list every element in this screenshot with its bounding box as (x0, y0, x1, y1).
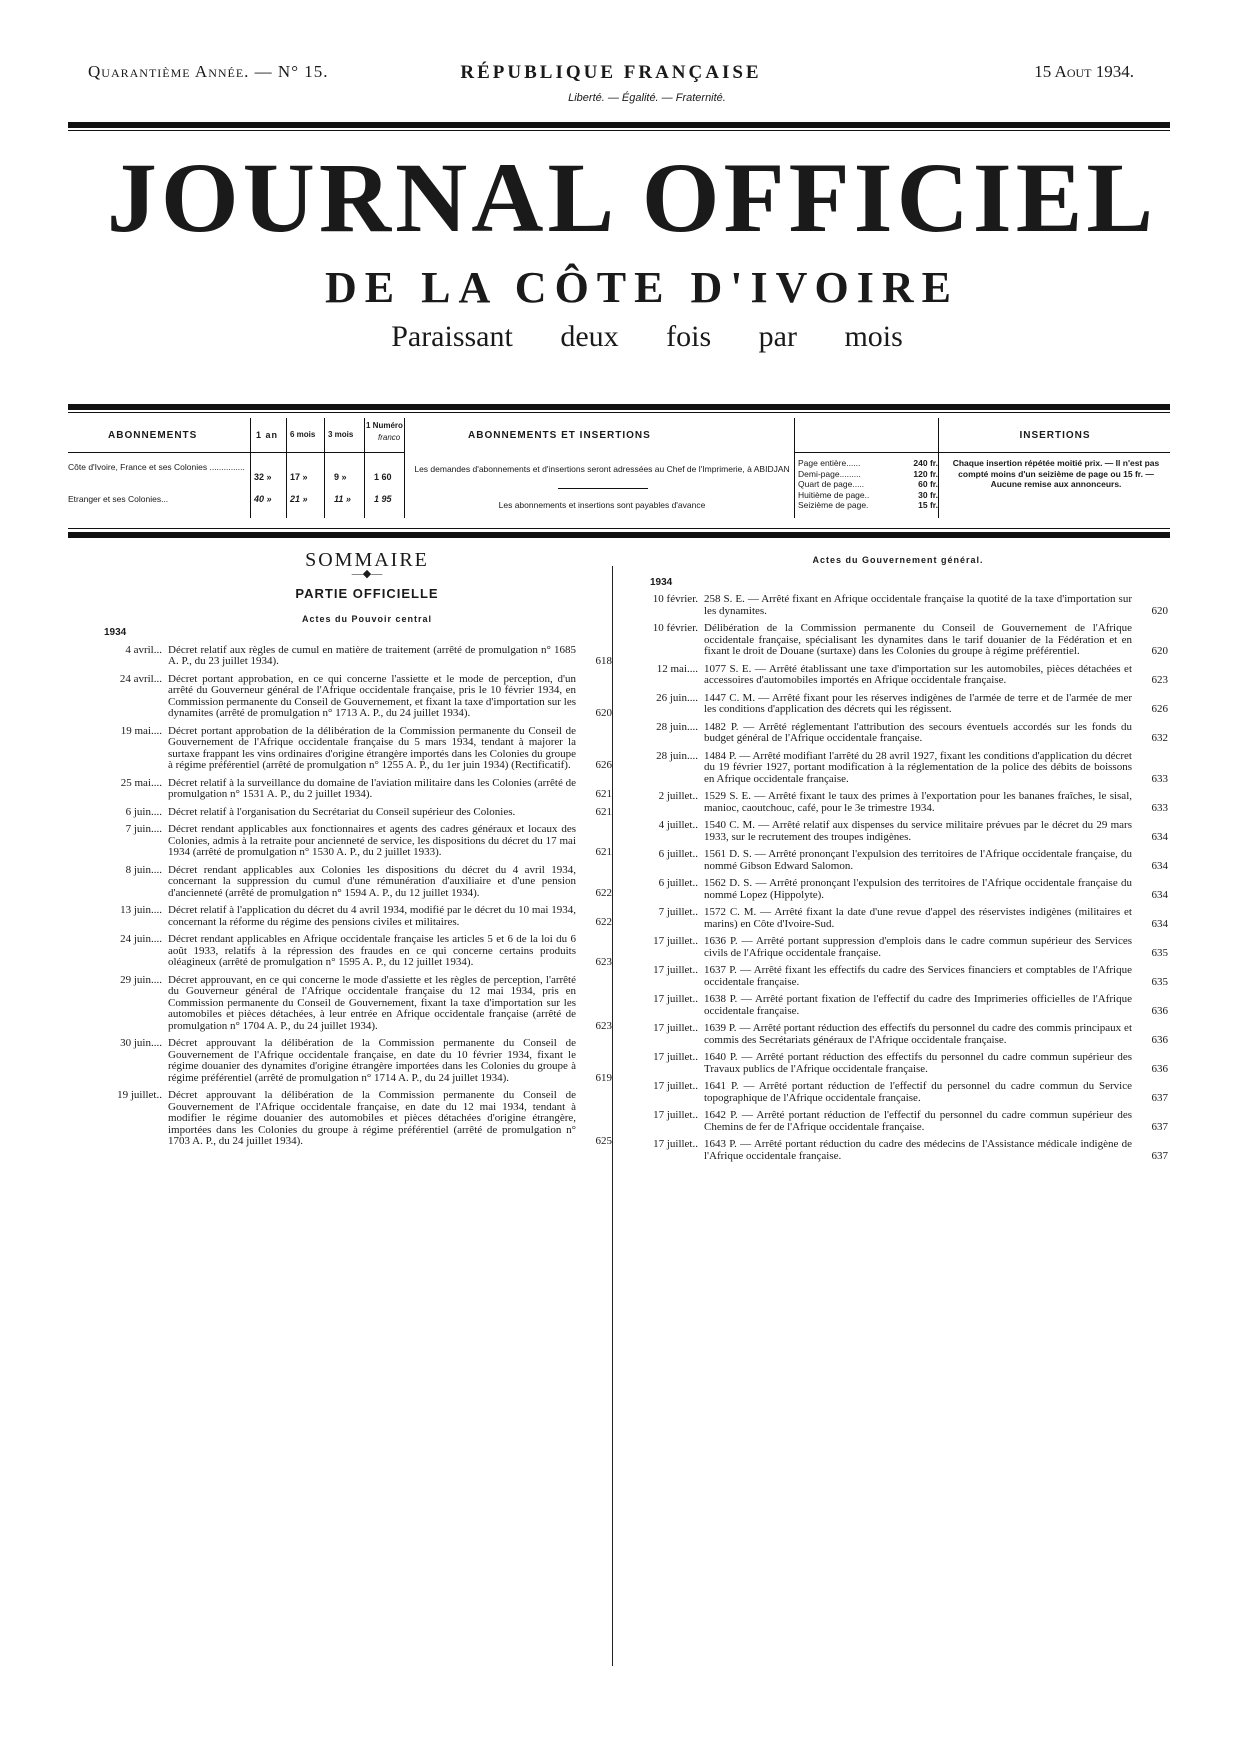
entry-date: 25 mai.... (120, 776, 162, 789)
entry-page: 625 (595, 1135, 612, 1147)
entry-page: 621 (595, 805, 612, 818)
abonnements-header: ABONNEMENTS (108, 430, 198, 441)
sommaire-entry (628, 722, 1168, 745)
sommaire-entry (628, 693, 1168, 716)
entry-date: 4 avril... (125, 643, 162, 656)
entry-page: 622 (595, 886, 612, 899)
box-bottom-rule-thin (68, 528, 1170, 529)
entry-date: 28 juin.... (656, 720, 698, 733)
entry-date: 10 février. (652, 622, 698, 634)
entry-text: 1639 P. — Arrêté portant réduction des effectifs du personnel du cadre des commis principaux et commis des Secrétariats généraux de l'Afrique occidentale française. (704, 1022, 1132, 1046)
row1-1an: 32 » (254, 472, 272, 482)
entry-date: 19 mai.... (120, 724, 162, 737)
sommaire-entry (628, 1081, 1168, 1104)
sommaire-entry (82, 934, 612, 969)
entry-text: 1561 D. S. — Arrêté prononçant l'expulsion des territoires de l'Afrique occidentale française, du nommé Gibson Edward Salomon. (704, 848, 1132, 872)
sommaire-entry (82, 975, 612, 1033)
sommaire-entry (628, 965, 1168, 988)
entry-text: Décret approuvant la délibération de la Commission permanente du Conseil de Gouvernement de l'Afrique occidentale française, en date du 12 mai 1934, tendant à modifier le régime douanier des automobiles et pièces détachées d'origine étrangère, importées dans les Colonies du groupe à régime préférentiel (arrêté de promulgation n° 1703 A. P., du 24 juillet 1934). (168, 1089, 576, 1147)
journal-subtitle: DE LA CÔTE D'IVOIRE (324, 263, 959, 312)
entry-page: 636 (1151, 1004, 1168, 1017)
motto: Liberté. — Égalité. — Fraternité. (568, 92, 726, 104)
entry-date: 8 juin.... (125, 863, 162, 876)
entry-text: Décret portant approbation de la délibération de la Commission permanente du Conseil de Gouvernement de l'Afrique occidentale française du 5 mars 1934, tendant à majorer la surtaxe frappant les vins ordinaires d'origine étrangère importés dans les Colonies du groupe à régime préférentiel (arrêté de promulgation n° 1255 A. P., du 1er juin 1934) (Rectificatif). (168, 724, 576, 771)
sommaire-entry (628, 1023, 1168, 1046)
entry-page: 633 (1151, 801, 1168, 814)
entry-text: Décret rendant applicables aux fonctionnaires et agents des cadres généraux et locaux des Colonies, admis à la retraite pour ancienneté de service, les dispositions du décret du 17 mai 1934 (arrêté de promulgation n° 1530 A. P., du 2 juillet 1933). (168, 823, 576, 858)
entry-page: 619 (595, 1071, 612, 1084)
sommaire-entry (82, 726, 612, 772)
sommaire-entry (628, 878, 1168, 901)
entry-text: 1572 C. M. — Arrêté fixant la date d'une revue d'appel des réservistes indigènes (militaires et marins) en Côte d'Ivoire-Sud. (704, 906, 1132, 930)
entry-page: 634 (1151, 917, 1168, 930)
entry-date: 30 juin.... (120, 1037, 162, 1049)
year-label-right: 1934 (650, 576, 673, 588)
republic-label: RÉPUBLIQUE FRANÇAISE (460, 62, 762, 83)
entry-text: 1562 D. S. — Arrêté prononçant l'expulsion des territoires de l'Afrique occidentale française du nommé Lopez (Hippolyte). (704, 877, 1132, 901)
entry-page: 636 (1151, 1062, 1168, 1075)
entry-date: 17 juillet.. (653, 964, 698, 976)
entry-page: 635 (1151, 946, 1168, 959)
row2-6mois: 21 » (290, 494, 308, 504)
entry-text: Décret relatif à la surveillance du domaine de l'aviation militaire dans les Colonies (arrêté de promulgation n° 1531 A. P., du 2 juillet 1934). (168, 776, 576, 800)
row2-1an: 40 » (254, 494, 272, 504)
box-top-rule-thin (68, 412, 1170, 413)
sommaire-entry (82, 865, 612, 900)
entry-date: 17 juillet.. (653, 1109, 698, 1121)
entry-date: 17 juillet.. (653, 993, 698, 1005)
entry-text: 1447 C. M. — Arrêté fixant pour les réserves indigènes de l'armée de terre et de l'armée de mer les conditions d'application des décrets qui les régissent. (704, 691, 1132, 715)
row1-numero: 1 60 (374, 472, 392, 482)
entry-date: 28 juin.... (656, 749, 698, 762)
entry-date: 17 juillet.. (653, 1138, 698, 1150)
sommaire-entry (82, 645, 612, 668)
entry-text: 1638 P. — Arrêté portant fixation de l'effectif du cadre des Imprimeries officielles de l'Afrique occidentale française. (704, 993, 1132, 1017)
entry-text: Décret portant approbation, en ce qui concerne l'assiette et le mode de perception, d'un arrêté du Gouverneur général de l'Afrique occidentale française, pris le 10 février 1934, en Commission permanente du Conseil de Gouvernement, et fixant la taxe d'importation sur les dynamites (arrêté de promulgation n° 1713 A. P., du 24 juillet 1934). (168, 672, 576, 719)
entry-date: 12 mai.... (656, 662, 698, 675)
insertion-rates: Page entière...... 240 fr. Demi-page......... 120 fr. Quart de page..... 60 fr. Huitième de page.. 30 fr. Seizième de page. 15 fr. (798, 458, 938, 510)
entry-date: 10 février. (652, 593, 698, 605)
entry-date: 6 juillet.. (658, 877, 698, 889)
sommaire-entry (628, 623, 1168, 658)
entry-date: 29 juin.... (120, 973, 162, 986)
entry-date: 17 juillet.. (653, 1051, 698, 1063)
entry-text: 258 S. E. — Arrêté fixant en Afrique occidentale française la quotité de la taxe d'importation sur les dynamites. (704, 593, 1132, 617)
entry-text: Décret relatif à l'application du décret du 4 avril 1934, modifié par le décret du 10 mai 1934, concernant la réforme du régime des pensions civiles et militaires. (168, 904, 576, 928)
year-label: 1934 (104, 627, 127, 638)
entry-text: 1529 S. E. — Arrêté fixant le taux des primes à l'exportation pour les bananes fraîches, le sisal, manioc, caoutchouc, café, pour le 3e trimestre 1934. (704, 790, 1132, 814)
entry-page: 620 (595, 707, 612, 719)
entry-date: 6 juillet.. (658, 848, 698, 860)
sommaire-entry (82, 824, 612, 859)
sommaire-entry (82, 807, 612, 819)
entry-date: 19 juillet.. (117, 1089, 162, 1101)
insertions-header: INSERTIONS (1019, 430, 1091, 441)
entry-text: 1636 P. — Arrêté portant suppression d'emplois dans le cadre commun supérieur des Services civils de l'Afrique occidentale française. (704, 935, 1132, 959)
top-header (88, 62, 1134, 86)
middle-text-1: Les demandes d'abonnements et d'insertions seront adressées au Chef de l'Imprimerie, à ABIDJAN (414, 464, 790, 474)
entry-page: 632 (1151, 732, 1168, 744)
entry-text: Délibération de la Commission permanente du Conseil de Gouvernement de l'Afrique occidentale française, spécialisant les dynamites dans le tarif douanier de la Fédération et en fixant le droit de Douane (surtaxe) dans les Colonies du groupe à régime préférentiel. (704, 622, 1132, 657)
entry-date: 7 juillet.. (658, 906, 698, 918)
col-numero-sub: franco (378, 433, 401, 442)
entry-page: 637 (1151, 1091, 1168, 1104)
insertions-note: Chaque insertion répétée moitié prix. — Il n'est pas compté moins d'un seizième de page ou 15 fr. — Aucune remise aux annonceurs. (952, 458, 1160, 489)
entry-page: 633 (1151, 772, 1168, 785)
col-3mois: 3 mois (328, 430, 354, 439)
sommaire-title: SOMMAIRE (305, 549, 429, 571)
sommaire-entry (628, 751, 1168, 786)
entry-page: 626 (1151, 703, 1168, 715)
sommaire-entry (628, 664, 1168, 687)
entry-page: 618 (595, 655, 612, 667)
entry-text: 1484 P. — Arrêté modifiant l'arrêté du 28 avril 1927, fixant les conditions d'application du décret du 19 février 1927, portant modification à la réglementation de la police des débits de boissons en Afrique occidentale française. (704, 749, 1132, 785)
sommaire-entry (628, 936, 1168, 959)
issue-date: 15 Aout 1934. (1034, 62, 1134, 81)
entry-text: Décret rendant applicables aux Colonies les dispositions du décret du 4 avril 1934, concernant la suppression du cumul d'une rémunération d'auxiliaire et d'une pension d'ancienneté (arrêté de promulgation n° 1594 A. P., du 12 juillet 1934). (168, 863, 576, 899)
entry-page: 626 (595, 759, 612, 771)
entry-page: 622 (595, 915, 612, 928)
entry-page: 637 (1151, 1120, 1168, 1133)
row2-numero: 1 95 (374, 494, 392, 504)
sommaire-entry (82, 1038, 612, 1084)
journal-title: JOURNAL OFFICIEL (106, 142, 1158, 253)
entry-date: 26 juin.... (656, 691, 698, 704)
row1-3mois: 9 » (334, 472, 347, 482)
row2-label: Etranger et ses Colonies... (68, 494, 169, 504)
sommaire-entry (628, 820, 1168, 843)
middle-header: ABONNEMENTS ET INSERTIONS (468, 430, 651, 441)
entry-text: 1077 S. E. — Arrêté établissant une taxe d'importation sur les automobiles, pièces détachées et accessoires d'automobiles importés en Afrique occidentale française. (704, 662, 1132, 686)
col-6mois: 6 mois (290, 430, 316, 439)
entry-page: 623 (595, 956, 612, 968)
column-divider (612, 566, 613, 1666)
entry-text: 1540 C. M. — Arrêté relatif aux dispenses du service militaire prévues par le décret du 29 mars 1933, sur le recrutement des troupes indigènes. (704, 819, 1132, 843)
entry-date: 17 juillet.. (653, 1022, 698, 1034)
row1-label: Côte d'Ivoire, France et ses Colonies ............... (68, 462, 245, 472)
sommaire-entry (628, 791, 1168, 814)
entry-date: 13 juin.... (120, 904, 162, 916)
row1-6mois: 17 » (290, 472, 308, 482)
right-entries (628, 594, 1168, 1162)
entry-date: 24 avril... (119, 672, 162, 685)
entry-page: 636 (1151, 1033, 1168, 1046)
col-numero: 1 Numéro (366, 421, 403, 430)
sommaire-entry (82, 778, 612, 801)
entry-text: Décret approuvant la délibération de la Commission permanente du Conseil de Gouvernement de l'Afrique occidentale française, en date du 10 février 1934, fixant le régime douanier des dynamites d'origine étrangère importées dans les Colonies du groupe à régime préférentiel (arrêté de promulgation n° 1714 A. P., du 24 juillet 1934). (168, 1037, 576, 1084)
entry-text: 1642 P. — Arrêté portant réduction de l'effectif du personnel du cadre commun supérieur des Chemins de fer de l'Afrique occidentale française. (704, 1109, 1132, 1133)
entry-text: 1640 P. — Arrêté portant réduction des effectifs du personnel du cadre commun supérieur des Travaux publics de l'Afrique occidentale française. (704, 1051, 1132, 1075)
sommaire-entry (82, 674, 612, 720)
entry-page: 623 (595, 1019, 612, 1032)
entry-text: Décret rendant applicables en Afrique occidentale française les articles 5 et 6 de la loi du 6 août 1933, relatifs à la répression des fraudes en ce qui concerne certains produits oléagineux (arrêté de promulgation n° 1595 A. P., du 12 juillet 1934). (168, 933, 576, 968)
ornament: —◆— (351, 567, 383, 580)
entry-date: 17 juillet.. (653, 935, 698, 947)
entry-date: 17 juillet.. (653, 1080, 698, 1092)
sommaire-right-column (628, 555, 1168, 1162)
entry-page: 620 (1151, 645, 1168, 657)
entry-date: 2 juillet.. (658, 790, 698, 802)
entry-page: 621 (595, 846, 612, 858)
entry-text: 1641 P. — Arrêté portant réduction de l'effectif du personnel du cadre commun du Service topographique de l'Afrique occidentale française. (704, 1080, 1132, 1104)
entry-page: 634 (1151, 888, 1168, 901)
entry-page: 620 (1151, 604, 1168, 617)
header-rule (68, 122, 1170, 128)
edition-number: Quarantième Année. — N° 15. (88, 62, 329, 81)
entry-page: 634 (1151, 859, 1168, 872)
sommaire-entry (628, 849, 1168, 872)
actes-gouvernement-general: Actes du Gouvernement général. (812, 555, 984, 565)
entry-page: 635 (1151, 975, 1168, 988)
partie-officielle: PARTIE OFFICIELLE (295, 586, 439, 601)
sommaire-entry (628, 1052, 1168, 1075)
entry-page: 621 (595, 788, 612, 800)
sommaire-left-column (82, 549, 612, 1148)
actes-pouvoir-central: Actes du Pouvoir central (301, 613, 433, 624)
entry-text: 1637 P. — Arrêté fixant les effectifs du cadre des Services financiers et comptables de l'Afrique occidentale française. (704, 964, 1132, 988)
entry-page: 634 (1151, 830, 1168, 843)
entry-text: 1482 P. — Arrêté réglementant l'attribution des secours éventuels accordés sur les fonds du budget général de l'Afrique occidentale française. (704, 720, 1132, 744)
sommaire-entry (628, 907, 1168, 930)
subscription-box (68, 418, 1170, 524)
entry-date: 4 juillet.. (658, 819, 698, 831)
sommaire-entry (628, 594, 1168, 617)
entry-date: 24 juin.... (120, 933, 162, 945)
frequency-line: Paraissant deux fois par mois (391, 320, 903, 353)
sommaire-entry (628, 994, 1168, 1017)
sommaire-entry (82, 1090, 612, 1148)
box-top-rule (68, 404, 1170, 410)
entry-date: 6 juin.... (125, 805, 162, 818)
entry-text: Décret relatif à l'organisation du Secrétariat du Conseil supérieur des Colonies. (168, 805, 516, 818)
entry-text: Décret approuvant, en ce qui concerne le mode d'assiette et les règles de perception, l'arrêté du Gouverneur général de l'Afrique occidentale française du 12 mai 1934, pris en Commission permanente du Conseil de Gouvernement, fixant la taxe d'importation sur les automobiles et pièces détachées, à leur entrée en Afrique occidentale française (arrêté de promulgation n° 1704 A. P., du 24 juillet 1934). (168, 973, 576, 1032)
sommaire-entry (628, 1110, 1168, 1133)
middle-text-2: Les abonnements et insertions sont payables d'avance (498, 500, 706, 510)
col-1an: 1 an (256, 430, 279, 440)
entry-text: 1643 P. — Arrêté portant réduction du cadre des médecins de l'Assistance médicale indigène de l'Afrique occidentale française. (704, 1138, 1132, 1162)
box-bottom-rule (68, 532, 1170, 538)
entry-date: 7 juin.... (125, 823, 162, 835)
left-entries (82, 645, 612, 1148)
header-rule-thin (68, 130, 1170, 131)
sommaire-entry (628, 1139, 1168, 1162)
row2-3mois: 11 » (334, 494, 351, 504)
sommaire-entry (82, 905, 612, 928)
entry-text: Décret relatif aux règles de cumul en matière de traitement (arrêté de promulgation n° 1685 A. P., du 23 juillet 1934). (168, 643, 576, 667)
entry-page: 623 (1151, 674, 1168, 686)
entry-page: 637 (1151, 1149, 1168, 1162)
